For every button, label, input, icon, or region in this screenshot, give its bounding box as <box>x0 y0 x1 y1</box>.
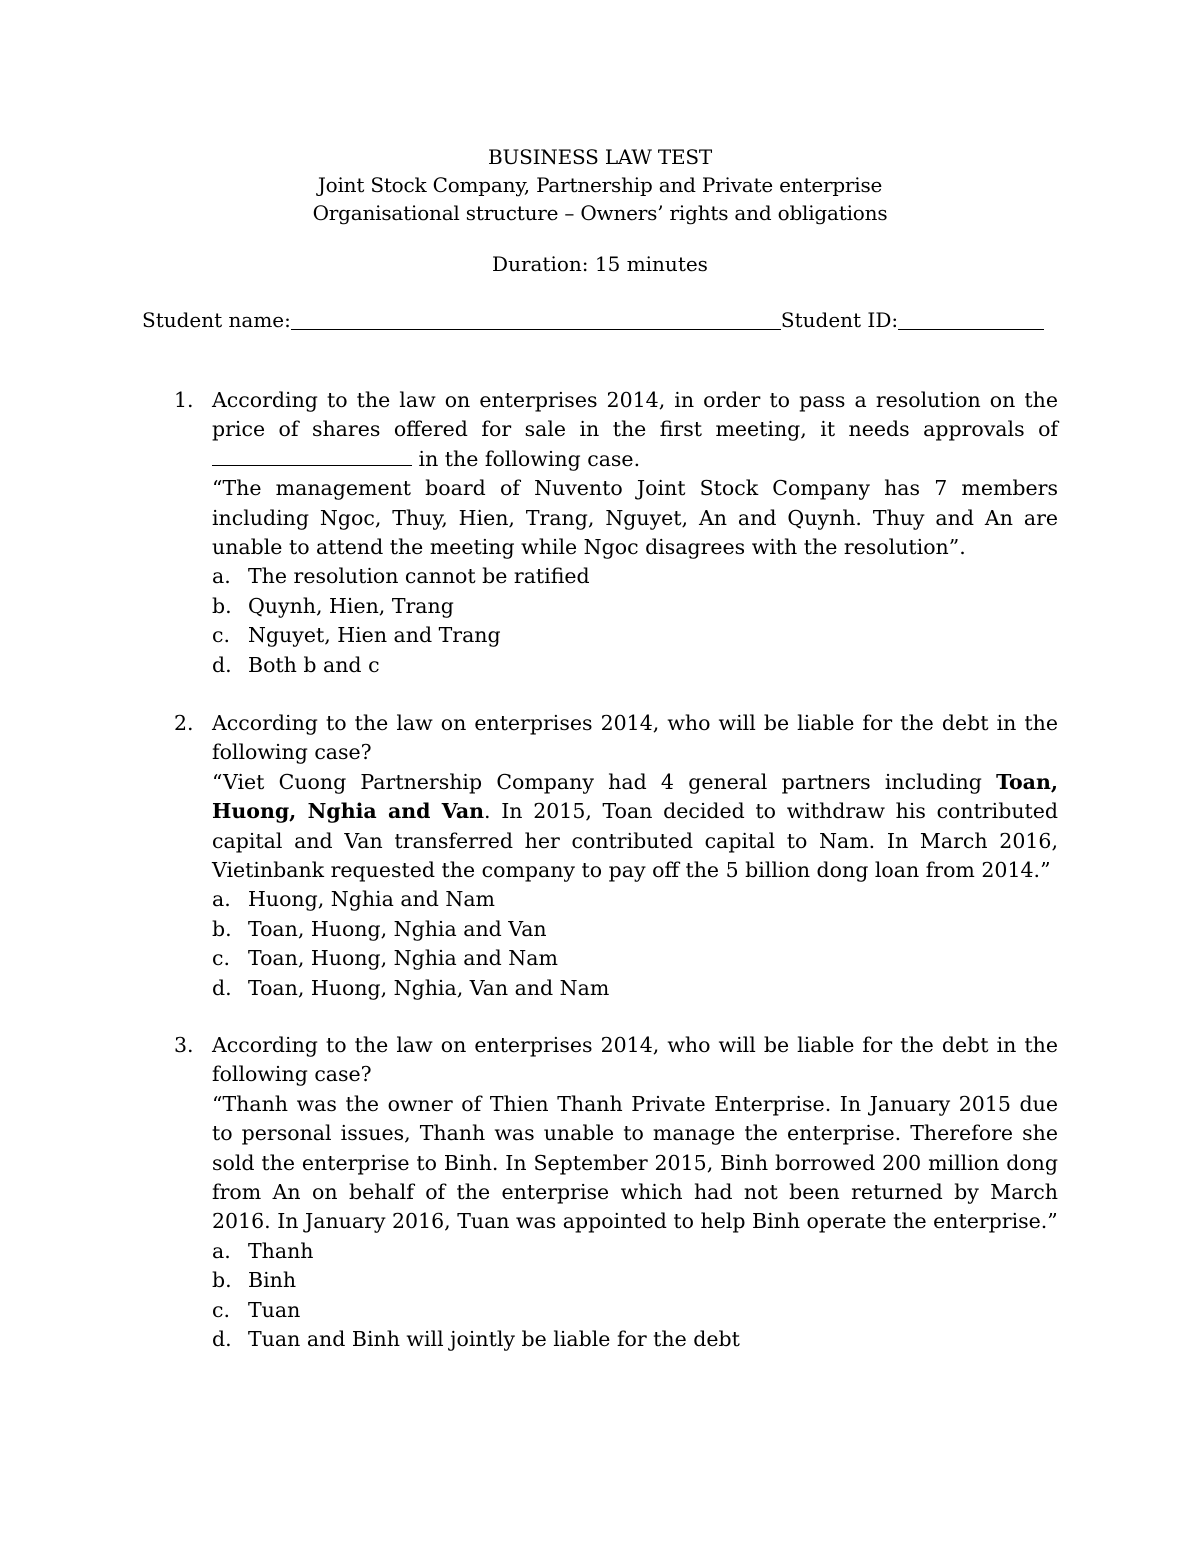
case-description: “Thanh was the owner of Thien Thanh Private Enterprise. In January 2015 due to personal issues, Thanh was unable to manage the enterprise. Therefore she sold the enterprise to Binh. In September 2015, Binh borrowed 200 million dong from An on behalf of the enterprise which had not been returned by March 2016. In January 2016, Tuan was appointed to help Binh operate the enterprise.” <box>212 1091 1058 1234</box>
case-text-bold-names: Toan, Huong, Nghia and Van <box>212 769 1058 824</box>
option-text: Huong, Nghia and Nam <box>248 887 496 912</box>
student-name-field[interactable] <box>291 307 781 330</box>
question-number: 1. <box>174 388 194 412</box>
document-header <box>0 143 1200 227</box>
option-letter: b. <box>212 1268 232 1293</box>
question-text <box>212 386 1058 474</box>
option-text: Thanh <box>248 1238 314 1263</box>
document-subtitle-topics: Joint Stock Company, Partnership and Private enterprise <box>317 173 883 197</box>
student-id-label: Student ID: <box>780 308 899 332</box>
option-d[interactable] <box>212 651 1058 680</box>
answer-options <box>212 562 1058 680</box>
question-2 <box>174 709 1059 1003</box>
option-b[interactable] <box>212 592 1058 621</box>
option-text: Toan, Huong, Nghia, Van and Nam <box>248 975 610 1000</box>
question-text-before-blank: According to the law on enterprises 2014, in order to pass a resolution on the price of shares offered for sale in the first meeting, it needs approvals of <box>212 388 1058 442</box>
option-b[interactable] <box>212 915 1058 944</box>
option-d[interactable] <box>212 1325 1058 1354</box>
option-text: Both b and c <box>248 652 380 677</box>
option-text: Quynh, Hien, Trang <box>248 593 454 618</box>
student-name-label: Student name: <box>142 308 291 332</box>
case-text-part2: . In 2015, Toan decided to withdraw his contributed capital and Van transferred her contributed capital to Nam. In March 2016, Vietinbank requested the company to pay off the 5 billion dong loan from 2014.” <box>212 799 1059 883</box>
document-subtitle-structure: Organisational structure – Owners’ rights and obligations <box>312 201 888 225</box>
option-text: Nguyet, Hien and Trang <box>248 623 501 648</box>
option-letter: c. <box>212 1297 230 1322</box>
case-text-part1: “Viet Cuong Partnership Company had 4 general partners including <box>212 769 997 794</box>
option-text: Tuan <box>248 1297 301 1322</box>
option-letter: b. <box>212 593 232 618</box>
option-a[interactable] <box>212 885 1058 914</box>
test-duration: Duration: 15 minutes <box>492 252 708 276</box>
option-text: Tuan and Binh will jointly be liable for the debt <box>248 1327 740 1352</box>
option-letter: d. <box>212 1327 232 1352</box>
option-letter: c. <box>212 623 230 648</box>
option-letter: b. <box>212 916 232 941</box>
document-title: BUSINESS LAW TEST <box>487 145 713 169</box>
option-letter: a. <box>212 887 231 912</box>
question-3 <box>174 1031 1058 1354</box>
option-a[interactable] <box>212 1237 1058 1266</box>
case-description <box>212 768 1058 886</box>
option-c[interactable] <box>212 1296 1058 1325</box>
question-text: According to the law on enterprises 2014, who will be liable for the debt in the following case? <box>212 711 1058 765</box>
question-number: 2. <box>174 711 194 735</box>
option-c[interactable] <box>212 621 1058 650</box>
option-d[interactable] <box>212 974 1058 1003</box>
option-letter: d. <box>212 652 232 677</box>
option-text: Toan, Huong, Nghia and Van <box>248 916 547 941</box>
option-b[interactable] <box>212 1266 1058 1295</box>
option-text: Toan, Huong, Nghia and Nam <box>248 946 558 971</box>
student-id-field[interactable] <box>898 307 1044 330</box>
question-text-after-blank: in the following case. <box>412 446 641 471</box>
option-letter: d. <box>212 975 232 1000</box>
answer-options <box>212 1237 1058 1355</box>
option-letter: a. <box>212 564 231 589</box>
option-text: Binh <box>248 1268 297 1293</box>
question-number: 3. <box>174 1033 194 1057</box>
question-text: According to the law on enterprises 2014, who will be liable for the debt in the following case? <box>212 1033 1058 1087</box>
answer-blank[interactable] <box>212 447 412 466</box>
option-text: The resolution cannot be ratified <box>248 564 590 589</box>
question-1 <box>174 386 1058 680</box>
option-a[interactable] <box>212 562 1058 591</box>
student-info-row <box>142 306 1062 336</box>
answer-options <box>212 885 1058 1003</box>
case-description: “The management board of Nuvento Joint Stock Company has 7 members including Ngoc, Thuy, Hien, Trang, Nguyet, An and Quynh. Thuy and An are unable to attend the meeting while Ngoc disagrees with the resolution”. <box>212 476 1058 560</box>
option-letter: a. <box>212 1238 231 1263</box>
option-letter: c. <box>212 946 230 971</box>
option-c[interactable] <box>212 944 1058 973</box>
